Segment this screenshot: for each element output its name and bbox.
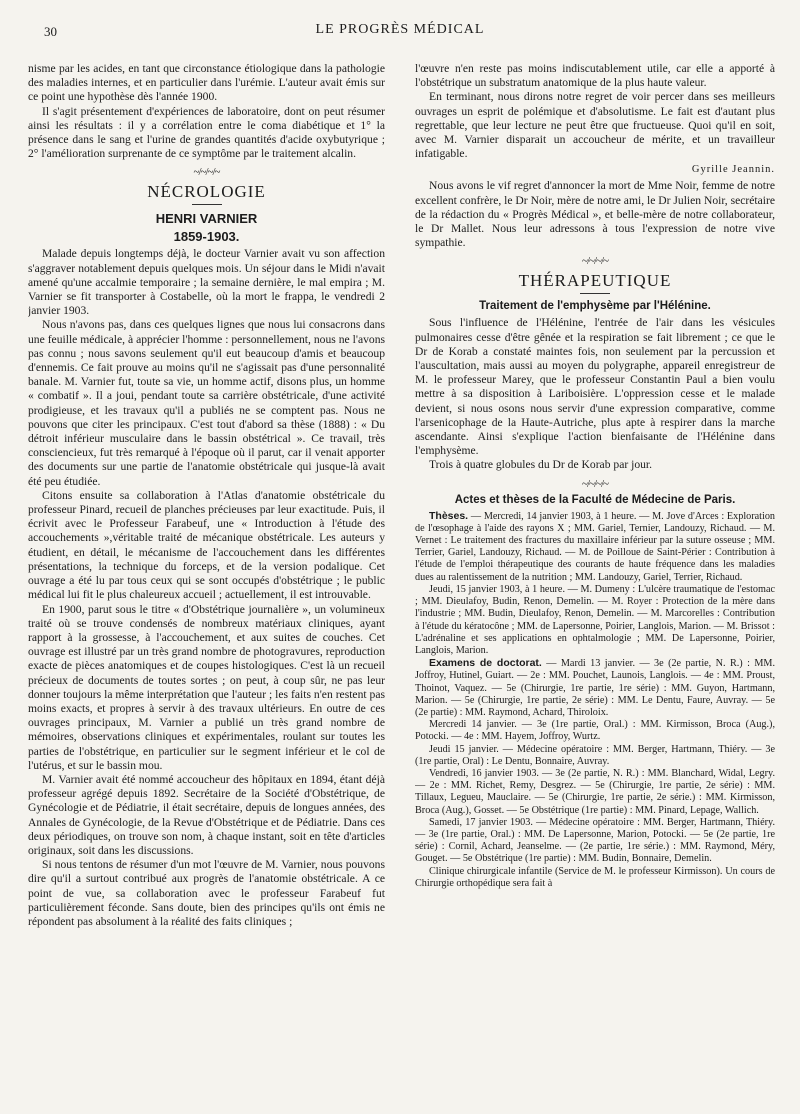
paragraph: Nous n'avons pas, dans ces quelques lignes que nous lui consacrons dans une feuille médicale, à apprécier l'homme : personnellement, nous ne l'avons pas connu ; nous savons seulement qu'il eut beaucoup d'amis et beaucoup d'ennemis. Ce fait prouve au moins qu'il ne s'agissait pas d'une personnalité banale. M. Varnier fut, toute sa vie, un homme actif, disons plus, un homme « combatif ». Il a joui, pendant toute sa carrière obstétricale, d'une activité prodigieuse, et les travaux qu'il a publiés ne se comptent pas. Nous ne pouvons que citer les principaux. C'est tout d'abord sa thèse (1888) : « Du détroit inférieur musculaire dans le bassin obstétrical ». Ce travail, très consciencieux, fut très remarqué à l'époque où il parut, car il venait apporter des documents sur une partie de l'anatomie obstétricale qui jusque-là avait été peu étudiée.: [28, 318, 385, 488]
divider: [580, 293, 610, 294]
separator-ornament: ~/~/~/~: [193, 166, 220, 179]
paragraph: Il s'agit présentement d'expériences de laboratoire, dont on peut résumer ainsi les résultats : il y a corrélation entre le coma diabétique et 1° la présence dans le sang et l'urine de grandes quantités d'acide oxybutyrique ; 2° l'amélioration surprenante de ce symptôme par le traitement alcalin.: [28, 104, 385, 161]
separator-ornament: ~/~/~/~: [582, 477, 608, 490]
separator-ornament: ~/~/~/~: [582, 255, 608, 268]
paragraph: Nous avons le vif regret d'annoncer la mort de Mme Noir, femme de notre excellent confrère, le Dr Noir, mère de notre ami, le Dr Julien Noir, secrétaire de la rédaction du « Progrès Médical », et belle-mère de notre collaborateur, le Dr Mallet. Nous leur adressons à tous l'expression de notre vive sympathie.: [415, 179, 775, 250]
exam-text: — Mardi 13 janvier. — 3e (2e partie, N. R.) : MM. Joffroy, Hutinel, Guiart. — 2e : MM. Pouchet, Launois, Langlois. — 4e : MM. Proust, Thoinot, Vaquez. — 5e (Chirurgie, 1re partie, 1re série) : MM. Guyon, Hartmann, Marion. — 5e (Chirurgie, 1re partie, 2e série) : MM. Le Dentu, Faure, Auvray. — 5e (2e partie) : MM. Raymond, Achard, Thiroloix.: [415, 658, 775, 718]
divider: [192, 204, 222, 205]
schedule-entry: Jeudi, 15 janvier 1903, à 1 heure. — M. Dumeny : L'ulcère traumatique de l'estomac ; MM. Dieulafoy, Budin, Renon, Demelin. — M. Royer : Protection de la mère dans l'industrie ; MM. Budin, Dieulafoy, Renon, Demelin. — M. Marcorelles : Contribution à l'étude du kératocône ; MM. de Lapersonne, Poirier, Langlois, Marion. — M. Brissot : L'adrénaline et ses applications en ophtalmologie ; MM. De Lapersonne, Poirier, Langlois, Marion.: [415, 583, 775, 656]
paragraph: En 1900, parut sous le titre « d'Obstétrique journalière », un volumineux traité où se trouve condensés de nombreux matériaux cliniques, ayant rapport à la grossesse, à l'accouchement, et aux suites de couches. Cet ouvrage est illustré par un très grand nombre de photogravures, reproduction exacte de pièces anatomiques et de coupes histologiques. C'est là un recueil précieux de documents de toutes sortes ; on peut, à coup sûr, ne pas leur donner toujours la même interprétation que l'auteur ; les faits n'en restent pas moins exacts, et propres à servir à des travaux ultérieurs. En outre de ces ouvrages principaux, M. Varnier a publié un très grand nombre de mémoires, observations cliniques et expérimentales, roulant sur toutes les parties de l'obstétrique, en particulier sur le segment inférieur et le col de l'utérus, et sur le bassin mou.: [28, 602, 385, 772]
right-column: [415, 62, 775, 1104]
obituary-name: HENRI VARNIER: [155, 211, 258, 227]
schedule-entry: Samedi, 17 janvier 1903. — Médecine opératoire : MM. Berger, Hartmann, Thiéry. — 3e (1re partie, Oral.) : MM. De Lapersonne, Marion, Potocki. — 5e (2e partie, 1re série) : Cornil, Achard, Jeanselme. — (2e partie, 1re série.) : MM. Raymond, Méry, Gouget. — 5e Obstétrique (1re partie) : MM. Budin, Bonnaire, Demelin.: [415, 816, 775, 865]
left-column: [28, 62, 385, 1104]
paragraph: M. Varnier avait été nommé accoucheur des hôpitaux en 1894, étant déjà professeur agrégé depuis 1892. Secrétaire de la Société d'Obstétrique, de Gynécologie et de Pédiatrie, il était secrétaire, depuis de longues années, des Annales de Gynécologie, de la Revue d'Obstétrique et de Pédiatrie. Dans ces deux périodiques, on trouve son nom, à chaque instant, soit en tête d'articles originaux, soit dans les discussions.: [28, 772, 385, 857]
theses-entry: [415, 510, 775, 584]
exam-entry: [415, 657, 775, 719]
actes-heading: Actes et thèses de la Faculté de Médecine de Paris.: [454, 493, 736, 506]
section-title-necrologie: NÉCROLOGIE: [147, 182, 266, 202]
paragraph: En terminant, nous dirons notre regret de voir percer dans ses meilleurs ouvrages un esprit de polémique et d'absolutisme. Le fait est d'autant plus regrettable, que leur lecture ne peut être que fructueuse. Quoi qu'il en soit, avec M. Varnier disparait un accoucheur de mérite, et un travailleur infatigable.: [415, 90, 775, 161]
section-title-therapeutique: THÉRAPEUTIQUE: [518, 271, 672, 291]
theses-text: — Mercredi, 14 janvier 1903, à 1 heure. — M. Jove d'Arces : Exploration de l'œsophage à l'aide des rayons X ; MM. Gariel, Ternier, Landouzy, Richaud. — M. Vernet : Le traitement des fractures du maxillaire inférieur par la suture osseuse ; MM. Terrier, Gariel, Landouzy, Richaud. — M. de Poilloue de Saint-Périer : Contribution à l'étude de l'emploi thérapeutique des courants de haute fréquence dans les maladies dues au ralentissement de la nutrition ; MM. Landouzy, Gariel, Terrier, Richaud.: [415, 510, 775, 583]
clinique-entry: Clinique chirurgicale infantile (Service de M. le professeur Kirmisson). Un cours de Chirurgie orthopédique sera fait à: [415, 865, 775, 889]
paragraph: nisme par les acides, en tant que circonstance étiologique dans la pathologie des maladies internes, et en particulier dans l'urémie. L'auteur avait émis sur ce point une hypothèse dès l'année 1900.: [28, 62, 385, 104]
actes-list: [415, 510, 775, 890]
exam-label: Examens de doctorat.: [429, 657, 542, 670]
paragraph: l'œuvre n'en reste pas moins indiscutablement utile, car elle a apporté à l'obstétrique un substratum anatomique de la plus haute valeur.: [415, 62, 775, 90]
paragraph: Citons ensuite sa collaboration à l'Atlas d'anatomie obstétricale du professeur Pinard, recueil de planches précieuses par leur exactitude. Puis, il écrivit avec le Professeur Farabeuf, une « Introduction à l'étude des accouchements »,véritable traité de mécanique obstétricale. Les auteurs y étudient, en détail, le mécanisme de l'accouchement dans les différentes présentations, la technique du forceps, et de la version podalique. Cet ouvrage a été lu par tous ceux qui se sont occupés d'obstétrique ; le public médical lui fit le plus chaleureux accueil ; actuellement, il est introuvable.: [28, 488, 385, 602]
theses-label: Thèses.: [429, 509, 469, 522]
obituary-years: 1859-1903.: [173, 229, 240, 245]
paragraph: Si nous tentons de résumer d'un mot l'œuvre de M. Varnier, nous pouvons dire qu'il a surtout contribué aux progrès de l'anatomie obstétricale. A ce point de vue, sa collaboration avec le professeur Farabeuf fut particulièrement féconde. Sans doute, bien des principes qu'ils ont émis ne répondent pas absolument à la réalité des faits cliniques ;: [28, 858, 385, 928]
paragraph: Trois à quatre globules du Dr de Korab par jour.: [429, 458, 653, 472]
paragraph: Malade depuis longtemps déjà, le docteur Varnier avait vu son affection s'aggraver notablement depuis quelques mois. Un séjour dans le Midi n'avait amené qu'une accalmie temporaire ; la semaine dernière, le mal empira ; M. Varnier se fit transporter à Costabelle, où la mort le frappa, le vendredi 2 janvier 1903.: [28, 247, 385, 318]
article-heading: Traitement de l'emphysème par l'Hélénine.: [479, 300, 711, 313]
schedule-entry: Jeudi 15 janvier. — Médecine opératoire : MM. Berger, Hartmann, Thiéry. — 3e (1re partie, Oral) : Le Dentu, Bonnaire, Auvray.: [415, 743, 775, 767]
running-title: LE PROGRÈS MÉDICAL: [315, 22, 485, 37]
page-number: 30: [44, 24, 57, 39]
paragraph: Sous l'influence de l'Hélénine, l'entrée de l'air dans les vésicules pulmonaires cesse d'être gênée et la respiration se fait librement ; ce que le Dr de Korab a constaté maintes fois, non seulement par la percussion et l'auscultation, mais aussi au moyen du polygraphe, appareil enregistreur de M. le professeur Marey, que le professeur Constantin Paul a bien voulu mettre à sa disposition à Lariboisière. L'oppression cesse et le malade devient, si nous osons nous servir d'une expression comparative, comme l'arsenicophage de la Haute-Autriche, plus apte à respirer dans la marche ascendante. Ainsi s'explique l'action bienfaisante de l'Hélénine dans l'emphysème.: [415, 316, 775, 458]
schedule-entry: Mercredi 14 janvier. — 3e (1re partie, Oral.) : MM. Kirmisson, Broca (Aug.), Potocki. — 4e : MM. Hayem, Joffroy, Wurtz.: [415, 719, 775, 743]
schedule-entry: Vendredi, 16 janvier 1903. — 3e (2e partie, N. R.) : MM. Blanchard, Widal, Legry. — 2e : MM. Richet, Remy, Desgrez. — 5e (Chirurgie, 1re partie, 2e série) : MM. Tillaux, Legueu, Mauclaire. — 5e (Chirurgie, 1re partie, 2e série.) : MM. Kirmisson, Broca (Aug.), Gosset. — 5e Obstétrique (1re partie) : MM. Pinard, Lepage, Wallich.: [415, 767, 775, 816]
author-signature: Gyrille Jeannin.: [691, 164, 775, 176]
